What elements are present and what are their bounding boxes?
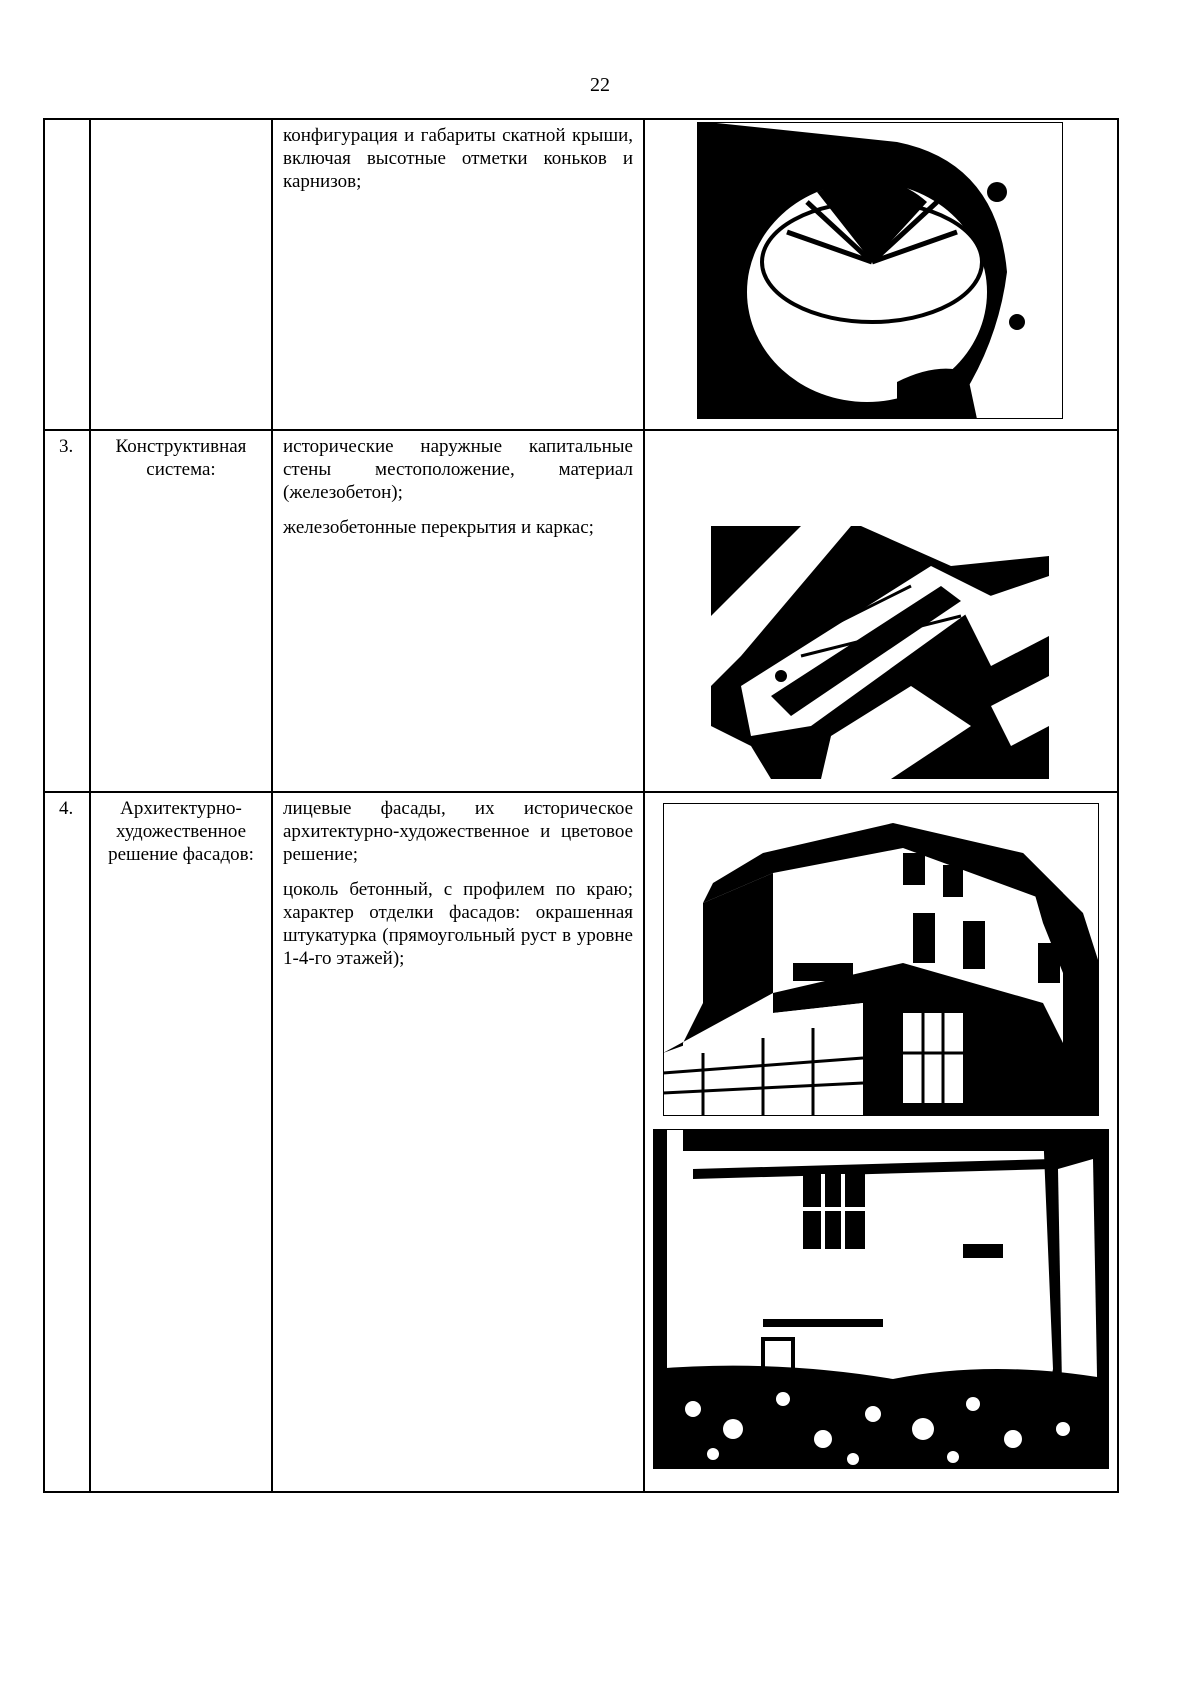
row-description	[272, 792, 644, 1492]
row-number: 4.	[44, 792, 90, 1492]
photo-cell	[644, 119, 1118, 430]
concrete-structure-photo-icon	[711, 526, 1049, 779]
building-facade-photo-icon	[663, 803, 1099, 1116]
page-number: 22	[590, 74, 610, 96]
photo-cell	[644, 430, 1118, 792]
row-description	[272, 430, 644, 792]
table-row	[44, 430, 1118, 792]
row-number: 3.	[44, 430, 90, 792]
description-paragraph: конфигурация и габариты скатной крыши, включая высотные отметки коньков и карнизов;	[283, 125, 633, 192]
table-row	[44, 119, 1118, 430]
description-paragraph: исторические наружные капитальные стены местоположение, материал (железобетон);	[283, 436, 633, 503]
row-number	[44, 119, 90, 430]
description-paragraph: железобетонные перекрытия и каркас;	[283, 517, 594, 538]
building-wall-photo-icon	[653, 1129, 1109, 1469]
cupola-interior-photo-icon	[697, 122, 1063, 419]
row-label: Конструктивная система:	[90, 430, 272, 792]
description-paragraph: лицевые фасады, их историческое архитектурно-художественное и цветовое решение;	[283, 798, 633, 865]
row-description	[272, 119, 644, 430]
photo-cell	[644, 792, 1118, 1492]
row-label	[90, 119, 272, 430]
heritage-object-table	[43, 118, 1119, 1493]
table-row	[44, 792, 1118, 1492]
description-paragraph: цоколь бетонный, с профилем по краю; характер отделки фасадов: окрашенная штукатурка (прямоугольный руст в уровне 1-4-го этажей);	[283, 879, 633, 969]
row-label: Архитектурно-художественное решение фасадов:	[90, 792, 272, 1492]
